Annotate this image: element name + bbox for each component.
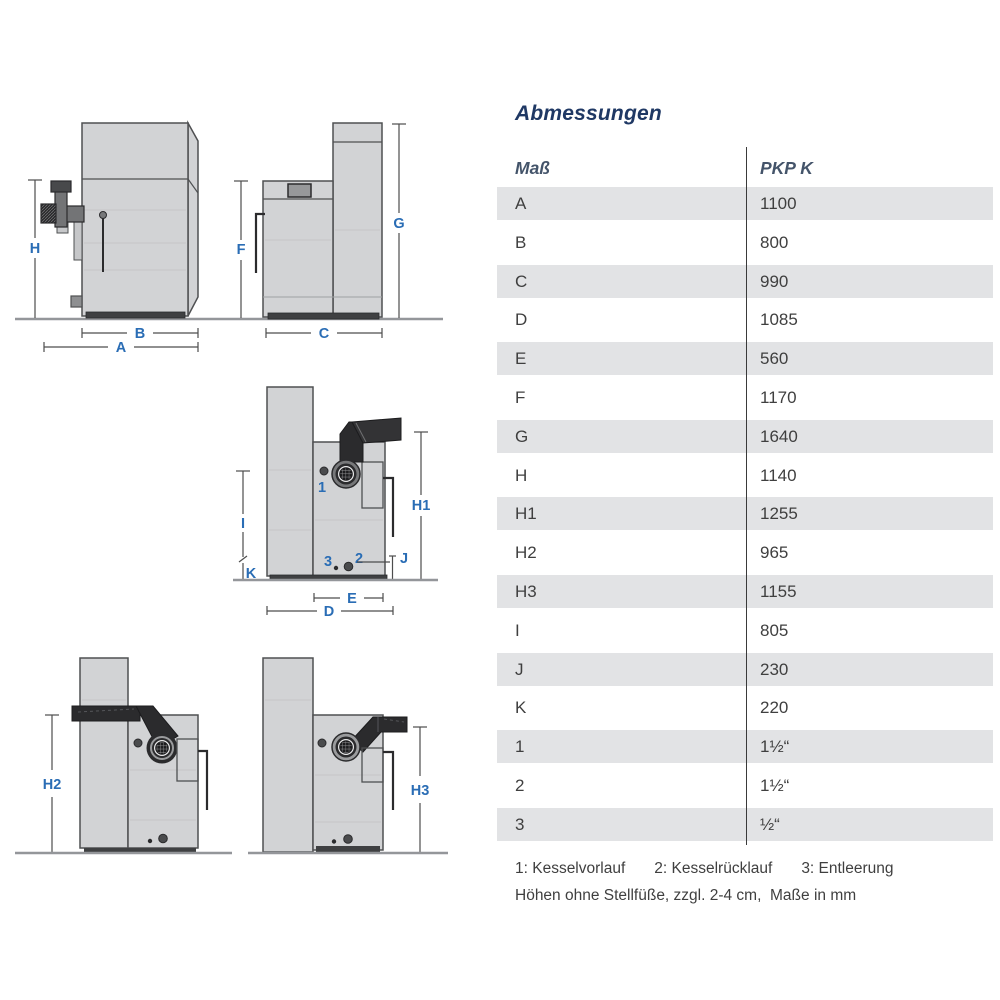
measurement-note: Höhen ohne Stellfüße, zzgl. 2-4 cm, Maße in mm	[515, 887, 857, 904]
base-plinth	[316, 846, 380, 852]
dimension-label: A	[515, 194, 527, 213]
dimension-value: 990	[760, 271, 789, 291]
fan-grille	[340, 468, 353, 481]
dimension-label: G	[515, 426, 529, 446]
dim-label-i: I	[240, 516, 246, 532]
column-header-pkpk: PKP K	[760, 158, 813, 178]
dim-label-h: H	[29, 241, 41, 257]
page-title: Abmessungen	[515, 102, 662, 125]
control-display	[288, 184, 311, 197]
dim-label-a: A	[115, 340, 127, 356]
dimension-value: 1½“	[760, 737, 790, 757]
front-view-drawing	[28, 123, 198, 356]
port-2-circle	[344, 562, 353, 571]
port-label-1: 1	[317, 480, 327, 496]
dimension-value: 805	[760, 620, 789, 640]
dim-label-d: D	[323, 604, 335, 620]
dimension-table	[497, 187, 993, 847]
dimension-label: H2	[515, 543, 537, 563]
knurled-knob	[41, 204, 56, 223]
dimension-label: H3	[515, 581, 537, 601]
rear-handle	[198, 751, 207, 810]
dimension-value: 220	[760, 698, 789, 718]
table-row	[497, 730, 993, 763]
dimension-label: 3	[515, 814, 525, 834]
dimension-value: 1100	[760, 194, 797, 213]
technical-drawings	[0, 85, 470, 920]
dim-label-h2: H2	[42, 777, 62, 793]
foot-stub	[71, 296, 82, 307]
table-row	[497, 808, 993, 841]
dimension-label: I	[515, 620, 520, 640]
port-label-3: 3	[323, 554, 333, 570]
base-plinth	[268, 313, 379, 319]
port-legend	[515, 860, 894, 878]
dimension-value: 560	[760, 349, 789, 369]
boiler-side-strip	[188, 123, 198, 316]
dimension-value: 1½“	[760, 775, 790, 795]
dimension-label: 2	[515, 775, 525, 795]
dim-label-c: C	[318, 326, 330, 342]
dim-label-h1: H1	[411, 498, 431, 514]
dimension-label: H1	[515, 504, 537, 524]
boiler-front-face	[82, 123, 188, 316]
rear-handle	[383, 752, 393, 810]
dimension-label: D	[515, 310, 528, 330]
side-panel	[74, 222, 82, 260]
table-row	[497, 342, 993, 375]
hopper-column	[263, 658, 313, 852]
base-plinth	[86, 312, 185, 318]
dim-label-f: F	[236, 242, 246, 258]
dimension-label: K	[515, 698, 527, 718]
hopper-column	[333, 123, 382, 317]
dimension-label: F	[515, 387, 526, 407]
dimension-value: 1140	[760, 465, 797, 485]
dimension-value: 1255	[760, 504, 798, 524]
dimension-label: H	[515, 465, 528, 485]
dim-label-k: K	[245, 566, 257, 582]
dimension-label: B	[515, 232, 527, 252]
flue-left-view-drawing	[15, 658, 232, 853]
dimension-value: 800	[760, 232, 789, 252]
pipe-vertical	[55, 190, 67, 227]
side-view-drawing	[234, 123, 406, 342]
table-row	[497, 575, 993, 608]
port-circle	[318, 739, 326, 747]
table-row	[497, 536, 993, 569]
door-lever-knob	[100, 212, 107, 219]
dimension-value: ½“	[760, 814, 780, 834]
legend-item-2: 2: Kesselrücklauf	[654, 860, 773, 877]
port-3-circle	[334, 566, 338, 570]
dimension-value: 1170	[760, 387, 797, 407]
table-row	[497, 691, 993, 724]
table-row	[497, 381, 993, 414]
flue-right-view-drawing	[248, 658, 448, 853]
table-column-divider	[746, 147, 747, 845]
dim-label-h3: H3	[410, 783, 430, 799]
legend-item-3: 3: Entleerung	[801, 860, 894, 877]
table-row	[497, 226, 993, 259]
table-row	[497, 187, 993, 220]
port-circle	[134, 739, 142, 747]
table-row	[497, 769, 993, 802]
dimension-label: C	[515, 271, 528, 291]
hopper-column	[80, 658, 128, 848]
table-row	[497, 265, 993, 298]
dimension-value: 1085	[760, 310, 798, 330]
table-row	[497, 459, 993, 492]
dimension-value: 965	[760, 543, 789, 563]
hopper-column	[267, 387, 313, 576]
fan-grille	[340, 741, 353, 754]
table-row	[497, 614, 993, 647]
port-1-circle	[320, 467, 328, 475]
dim-label-b: B	[134, 326, 146, 342]
port-label-2: 2	[354, 551, 364, 567]
rear-view-drawing	[233, 387, 438, 620]
fan-grille	[156, 742, 169, 755]
dimension-value: 230	[760, 659, 789, 679]
dim-label-e: E	[347, 591, 357, 607]
dim-label-g: G	[393, 216, 405, 232]
table-row	[497, 497, 993, 530]
legend-item-1: 1: Kesselvorlauf	[515, 860, 626, 877]
flue-duct-horizontal	[72, 706, 140, 721]
dimension-value: 1155	[760, 581, 797, 601]
table-row	[497, 653, 993, 686]
dim-label-j: J	[399, 551, 409, 567]
table-row	[497, 420, 993, 453]
dimension-label: J	[515, 659, 524, 679]
dimension-label: E	[515, 349, 527, 369]
column-header-mass: Maß	[515, 158, 550, 178]
table-row	[497, 303, 993, 336]
dimension-label: 1	[515, 737, 525, 757]
dimension-value: 1640	[760, 426, 798, 446]
pipe-cap	[51, 181, 71, 192]
